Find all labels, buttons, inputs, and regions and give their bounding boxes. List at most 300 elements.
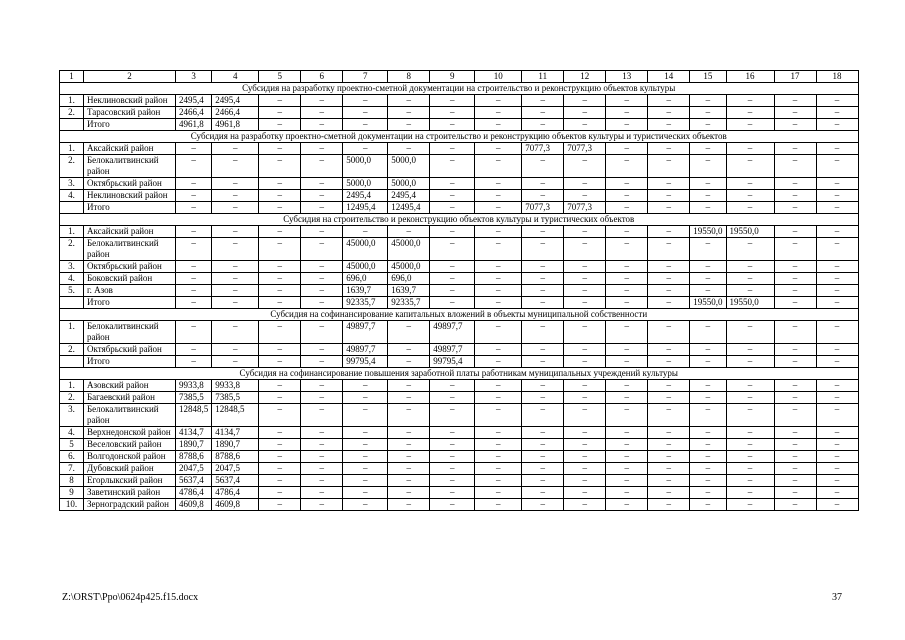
section-title-row — [60, 368, 859, 380]
value-cell: – — [475, 321, 522, 344]
value-cell: – — [475, 427, 522, 439]
district-name-cell: Тарасовский район — [84, 107, 176, 119]
value-cell: – — [430, 202, 475, 214]
value-cell: – — [648, 190, 690, 202]
value-cell: – — [816, 344, 858, 356]
value-cell: – — [301, 285, 343, 297]
value-cell: – — [774, 190, 816, 202]
value-cell: – — [774, 439, 816, 451]
table-row — [60, 392, 859, 404]
value-cell: – — [388, 119, 430, 131]
value-cell: – — [564, 190, 606, 202]
value-cell: – — [430, 380, 475, 392]
value-cell: – — [259, 297, 301, 309]
value-cell: – — [388, 404, 430, 427]
value-cell: – — [522, 321, 564, 344]
value-cell: – — [816, 392, 858, 404]
value-cell: – — [522, 155, 564, 178]
value-cell: – — [690, 356, 726, 368]
value-cell: – — [726, 178, 774, 190]
value-cell: – — [690, 487, 726, 499]
value-cell: – — [726, 451, 774, 463]
value-cell: – — [606, 285, 648, 297]
value-cell: 2047,5 — [212, 463, 259, 475]
total-row — [60, 119, 859, 131]
row-number-cell: 3. — [60, 178, 84, 190]
value-cell: – — [430, 427, 475, 439]
value-cell: – — [430, 226, 475, 238]
value-cell: 49897,7 — [343, 321, 388, 344]
value-cell: – — [430, 178, 475, 190]
district-name-cell: г. Азов — [84, 285, 176, 297]
value-cell: – — [301, 356, 343, 368]
value-cell: – — [430, 451, 475, 463]
table-row — [60, 107, 859, 119]
value-cell: – — [388, 143, 430, 155]
row-number-cell — [60, 119, 84, 131]
value-cell: – — [606, 273, 648, 285]
value-cell: – — [475, 178, 522, 190]
value-cell: – — [259, 344, 301, 356]
value-cell: – — [388, 392, 430, 404]
value-cell: – — [648, 285, 690, 297]
row-number-cell: 1. — [60, 226, 84, 238]
value-cell: – — [388, 107, 430, 119]
value-cell: 5637,4 — [212, 475, 259, 487]
value-cell: – — [343, 119, 388, 131]
table-row — [60, 261, 859, 273]
value-cell: – — [430, 143, 475, 155]
value-cell: – — [726, 487, 774, 499]
value-cell: – — [301, 321, 343, 344]
value-cell: – — [259, 487, 301, 499]
value-cell: 99795,4 — [430, 356, 475, 368]
value-cell: – — [475, 404, 522, 427]
district-name-cell: Итого — [84, 356, 176, 368]
section-title-row — [60, 214, 859, 226]
value-cell: – — [564, 344, 606, 356]
district-name-cell: Итого — [84, 297, 176, 309]
district-name-cell: Зерноградский район — [84, 499, 176, 511]
value-cell: – — [648, 226, 690, 238]
column-number-header: 17 — [774, 71, 816, 83]
value-cell: – — [606, 119, 648, 131]
value-cell: – — [430, 107, 475, 119]
value-cell: – — [816, 439, 858, 451]
value-cell: – — [301, 380, 343, 392]
column-number-header: 16 — [726, 71, 774, 83]
district-name-cell: Багаевский район — [84, 392, 176, 404]
value-cell: – — [522, 451, 564, 463]
value-cell: 2495,4 — [176, 95, 212, 107]
value-cell: – — [726, 273, 774, 285]
value-cell: – — [475, 143, 522, 155]
table-row — [60, 190, 859, 202]
value-cell: – — [522, 356, 564, 368]
total-row — [60, 297, 859, 309]
value-cell: 2047,5 — [176, 463, 212, 475]
value-cell: – — [726, 475, 774, 487]
table-row — [60, 451, 859, 463]
value-cell: 696,0 — [388, 273, 430, 285]
row-number-cell: 6. — [60, 451, 84, 463]
value-cell: – — [522, 285, 564, 297]
value-cell: – — [648, 297, 690, 309]
row-number-cell: 10. — [60, 499, 84, 511]
value-cell: – — [648, 404, 690, 427]
value-cell: 45000,0 — [388, 238, 430, 261]
value-cell: 9933,8 — [176, 380, 212, 392]
value-cell: 5000,0 — [343, 178, 388, 190]
value-cell: – — [606, 475, 648, 487]
value-cell: – — [606, 356, 648, 368]
value-cell: – — [522, 178, 564, 190]
value-cell: – — [690, 95, 726, 107]
value-cell: – — [388, 95, 430, 107]
value-cell: – — [259, 226, 301, 238]
value-cell: – — [816, 143, 858, 155]
value-cell: – — [606, 427, 648, 439]
value-cell: – — [388, 321, 430, 344]
value-cell: – — [475, 451, 522, 463]
value-cell: – — [259, 463, 301, 475]
value-cell: – — [606, 238, 648, 261]
column-number-header: 10 — [475, 71, 522, 83]
row-number-cell: 2. — [60, 107, 84, 119]
value-cell: 2495,4 — [212, 95, 259, 107]
value-cell: – — [564, 463, 606, 475]
value-cell: 4134,7 — [212, 427, 259, 439]
value-cell: – — [774, 451, 816, 463]
value-cell: – — [301, 155, 343, 178]
value-cell: – — [690, 107, 726, 119]
value-cell: – — [774, 487, 816, 499]
value-cell: – — [430, 238, 475, 261]
value-cell: – — [212, 285, 259, 297]
row-number-cell: 1. — [60, 380, 84, 392]
value-cell: – — [259, 155, 301, 178]
value-cell: – — [301, 439, 343, 451]
value-cell: – — [648, 439, 690, 451]
column-number-header: 6 — [301, 71, 343, 83]
value-cell: – — [259, 119, 301, 131]
value-cell: – — [564, 178, 606, 190]
value-cell: – — [606, 380, 648, 392]
value-cell: – — [475, 273, 522, 285]
value-cell: 4961,8 — [176, 119, 212, 131]
value-cell: – — [606, 463, 648, 475]
value-cell: – — [475, 380, 522, 392]
value-cell: – — [774, 226, 816, 238]
value-cell: – — [212, 190, 259, 202]
table-row — [60, 499, 859, 511]
section-title: Субсидия на строительство и реконструкцию объектов культуры и туристических объектов — [60, 214, 859, 226]
value-cell: – — [726, 119, 774, 131]
total-row — [60, 202, 859, 214]
value-cell: – — [726, 95, 774, 107]
value-cell: – — [176, 178, 212, 190]
value-cell: – — [606, 487, 648, 499]
value-cell: 696,0 — [343, 273, 388, 285]
table-row — [60, 95, 859, 107]
value-cell: 2466,4 — [212, 107, 259, 119]
section-title-row — [60, 131, 859, 143]
value-cell: – — [522, 261, 564, 273]
value-cell: – — [726, 285, 774, 297]
table-row — [60, 439, 859, 451]
value-cell: 4609,8 — [212, 499, 259, 511]
value-cell: – — [726, 499, 774, 511]
value-cell: – — [475, 463, 522, 475]
row-number-cell: 1. — [60, 321, 84, 344]
value-cell: 7385,5 — [176, 392, 212, 404]
value-cell: – — [176, 297, 212, 309]
value-cell: 8788,6 — [176, 451, 212, 463]
value-cell: – — [690, 463, 726, 475]
value-cell: 4961,8 — [212, 119, 259, 131]
value-cell: – — [176, 356, 212, 368]
value-cell: – — [564, 356, 606, 368]
value-cell: – — [564, 273, 606, 285]
value-cell: – — [388, 344, 430, 356]
value-cell: – — [301, 475, 343, 487]
value-cell: 2495,4 — [343, 190, 388, 202]
value-cell: – — [816, 285, 858, 297]
row-number-cell: 5. — [60, 285, 84, 297]
value-cell: – — [522, 297, 564, 309]
table-row — [60, 463, 859, 475]
value-cell: – — [301, 427, 343, 439]
row-number-cell — [60, 356, 84, 368]
value-cell: – — [726, 143, 774, 155]
value-cell: – — [212, 155, 259, 178]
value-cell: – — [259, 451, 301, 463]
value-cell: – — [816, 380, 858, 392]
value-cell: 7385,5 — [212, 392, 259, 404]
value-cell: – — [522, 273, 564, 285]
column-number-header: 8 — [388, 71, 430, 83]
value-cell: – — [774, 321, 816, 344]
value-cell: 45000,0 — [343, 238, 388, 261]
value-cell: – — [388, 427, 430, 439]
value-cell: – — [726, 190, 774, 202]
value-cell: – — [430, 439, 475, 451]
value-cell: – — [301, 226, 343, 238]
value-cell: – — [212, 356, 259, 368]
value-cell: – — [690, 285, 726, 297]
value-cell: – — [259, 178, 301, 190]
column-number-header: 5 — [259, 71, 301, 83]
table-row — [60, 178, 859, 190]
row-number-cell: 2. — [60, 155, 84, 178]
column-number-header: 14 — [648, 71, 690, 83]
value-cell: – — [606, 178, 648, 190]
value-cell: – — [816, 107, 858, 119]
value-cell: – — [816, 202, 858, 214]
value-cell: – — [475, 285, 522, 297]
column-number-header: 9 — [430, 71, 475, 83]
value-cell: – — [475, 238, 522, 261]
row-number-cell: 1. — [60, 95, 84, 107]
column-number-header: 18 — [816, 71, 858, 83]
value-cell: – — [301, 95, 343, 107]
table-row — [60, 143, 859, 155]
value-cell: – — [690, 119, 726, 131]
value-cell: – — [475, 392, 522, 404]
value-cell: 7077,3 — [564, 143, 606, 155]
value-cell: – — [259, 499, 301, 511]
value-cell: – — [726, 202, 774, 214]
value-cell: 12495,4 — [343, 202, 388, 214]
value-cell: – — [212, 261, 259, 273]
value-cell: – — [816, 178, 858, 190]
section-title-row — [60, 309, 859, 321]
value-cell: – — [475, 107, 522, 119]
district-name-cell: Азовский район — [84, 380, 176, 392]
column-number-header: 2 — [84, 71, 176, 83]
value-cell: – — [259, 143, 301, 155]
document-table-area — [59, 70, 859, 511]
row-number-cell: 3. — [60, 261, 84, 273]
value-cell: – — [475, 95, 522, 107]
row-number-cell: 8 — [60, 475, 84, 487]
value-cell: 45000,0 — [388, 261, 430, 273]
value-cell: – — [522, 427, 564, 439]
value-cell: – — [564, 297, 606, 309]
column-number-header: 13 — [606, 71, 648, 83]
value-cell: – — [522, 463, 564, 475]
district-name-cell: Октябрьский район — [84, 178, 176, 190]
value-cell: – — [690, 261, 726, 273]
section-title: Субсидия на софинансирование повышения заработной платы работникам муниципальных учреждений культуры — [60, 368, 859, 380]
value-cell: – — [816, 119, 858, 131]
value-cell: 4134,7 — [176, 427, 212, 439]
value-cell: – — [726, 107, 774, 119]
value-cell: – — [564, 427, 606, 439]
value-cell: – — [774, 404, 816, 427]
value-cell: – — [606, 404, 648, 427]
table-row — [60, 427, 859, 439]
row-number-cell: 4. — [60, 273, 84, 285]
value-cell: – — [430, 487, 475, 499]
value-cell: 19550,0 — [690, 226, 726, 238]
value-cell: – — [212, 178, 259, 190]
value-cell: – — [816, 273, 858, 285]
value-cell: – — [816, 321, 858, 344]
value-cell: 1890,7 — [176, 439, 212, 451]
value-cell: – — [606, 155, 648, 178]
value-cell: – — [343, 451, 388, 463]
value-cell: – — [690, 273, 726, 285]
column-number-header: 11 — [522, 71, 564, 83]
table-row — [60, 321, 859, 344]
value-cell: – — [690, 451, 726, 463]
value-cell: – — [301, 463, 343, 475]
value-cell: – — [648, 427, 690, 439]
value-cell: – — [522, 119, 564, 131]
value-cell: – — [816, 226, 858, 238]
value-cell: – — [690, 238, 726, 261]
value-cell: – — [690, 344, 726, 356]
value-cell: – — [774, 107, 816, 119]
total-row — [60, 356, 859, 368]
value-cell: – — [343, 380, 388, 392]
district-name-cell: Октябрьский район — [84, 261, 176, 273]
value-cell: – — [648, 451, 690, 463]
value-cell: – — [648, 392, 690, 404]
table-row — [60, 475, 859, 487]
value-cell: – — [816, 487, 858, 499]
value-cell: – — [690, 380, 726, 392]
district-name-cell: Итого — [84, 202, 176, 214]
value-cell: 4786,4 — [212, 487, 259, 499]
value-cell: – — [259, 356, 301, 368]
value-cell: – — [648, 178, 690, 190]
value-cell: – — [648, 238, 690, 261]
value-cell: – — [430, 285, 475, 297]
value-cell: – — [430, 155, 475, 178]
value-cell: – — [564, 451, 606, 463]
value-cell: – — [212, 297, 259, 309]
value-cell: – — [648, 321, 690, 344]
value-cell: – — [648, 107, 690, 119]
value-cell: – — [301, 143, 343, 155]
value-cell: – — [176, 344, 212, 356]
value-cell: – — [774, 427, 816, 439]
value-cell: – — [774, 95, 816, 107]
value-cell: – — [343, 475, 388, 487]
value-cell: – — [774, 475, 816, 487]
value-cell: – — [690, 321, 726, 344]
value-cell: – — [690, 190, 726, 202]
value-cell: 2466,4 — [176, 107, 212, 119]
value-cell: 12848,5 — [212, 404, 259, 427]
value-cell: 1639,7 — [388, 285, 430, 297]
value-cell: – — [522, 380, 564, 392]
value-cell: – — [259, 261, 301, 273]
value-cell: – — [606, 202, 648, 214]
value-cell: – — [774, 119, 816, 131]
value-cell: – — [606, 95, 648, 107]
table-row — [60, 238, 859, 261]
row-number-cell: 2. — [60, 392, 84, 404]
value-cell: – — [301, 392, 343, 404]
value-cell: – — [176, 285, 212, 297]
value-cell: – — [690, 178, 726, 190]
value-cell: – — [726, 404, 774, 427]
value-cell: – — [259, 202, 301, 214]
value-cell: – — [816, 95, 858, 107]
value-cell: – — [726, 155, 774, 178]
value-cell: – — [816, 356, 858, 368]
value-cell: – — [564, 238, 606, 261]
value-cell: – — [774, 261, 816, 273]
value-cell: – — [690, 439, 726, 451]
value-cell: – — [522, 107, 564, 119]
value-cell: – — [475, 190, 522, 202]
value-cell: – — [176, 155, 212, 178]
value-cell: – — [388, 499, 430, 511]
value-cell: – — [259, 392, 301, 404]
value-cell: – — [726, 344, 774, 356]
value-cell: – — [176, 202, 212, 214]
value-cell: 8788,6 — [212, 451, 259, 463]
district-name-cell: Егорлыкский район — [84, 475, 176, 487]
value-cell: – — [816, 297, 858, 309]
district-name-cell: Аксайский район — [84, 143, 176, 155]
footer-file-path: Z:\ORST\Ppo\0624p425.f15.docx — [62, 592, 199, 603]
table-row — [60, 155, 859, 178]
